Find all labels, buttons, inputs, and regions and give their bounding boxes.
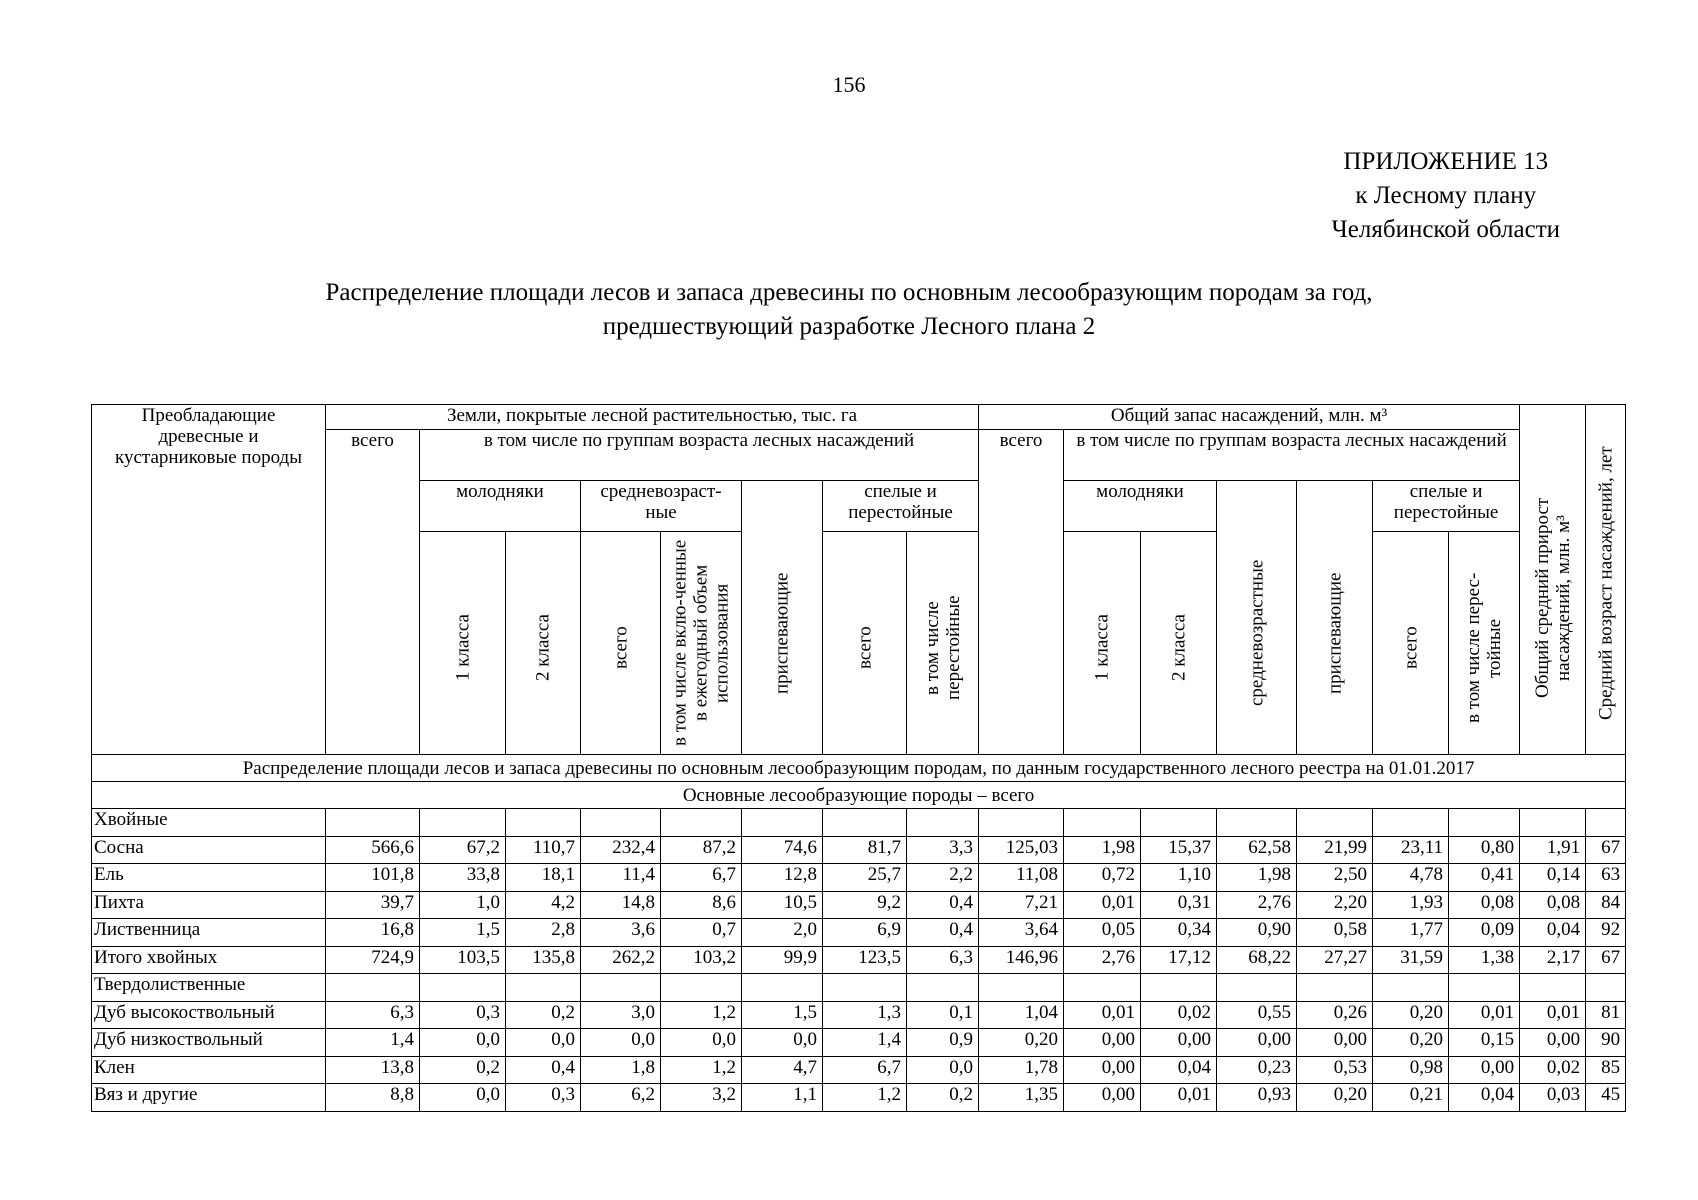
appendix-heading	[1332, 145, 1560, 247]
header-stock-middle-aged	[1217, 481, 1297, 755]
title-line-2: предшествующий разработке Лесного плана 2	[602, 313, 1096, 340]
subsection-title: Основные лесообразующие породы – всего	[92, 782, 1626, 809]
table-cell: 3,64	[979, 919, 1064, 947]
table-cell: 0,00	[1064, 1056, 1141, 1084]
table-cell: 0,0	[742, 1029, 823, 1057]
table-cell: 0,4	[506, 1056, 581, 1084]
header-area-ripe-all-text: всего	[854, 626, 875, 670]
table-cell: 1,5	[742, 1001, 823, 1029]
header-stock-total: всего	[979, 430, 1064, 755]
header-species: Преобладающие древесные и кустарниковые породы	[92, 405, 326, 755]
species-name: Пихта	[92, 891, 326, 919]
header-area-young-class1	[420, 532, 506, 755]
table-cell: 8,6	[661, 891, 742, 919]
table-cell: 0,02	[1141, 1001, 1217, 1029]
table-cell: 4,2	[506, 891, 581, 919]
table-cell: 0,00	[1064, 1084, 1141, 1112]
table-cell: 1,78	[979, 1056, 1064, 1084]
table-cell: 6,3	[907, 946, 979, 974]
table-cell: 146,96	[979, 946, 1064, 974]
table-cell: 39,7	[326, 891, 420, 919]
header-avg-age	[1586, 405, 1626, 755]
table-cell: 4,78	[1373, 864, 1449, 892]
header-stock-young-class2	[1141, 532, 1217, 755]
table-cell: 68,22	[1217, 946, 1297, 974]
header-stock-maturing-text: приспевающие	[1324, 572, 1346, 694]
header-area-middle-aged: средневозраст-ные	[581, 481, 742, 532]
header-area-included-annual	[661, 532, 742, 755]
table-cell: 0,00	[1217, 1029, 1297, 1057]
table-cell: 0,90	[1217, 919, 1297, 947]
page-number: 156	[832, 72, 866, 97]
table-cell: 0,03	[1520, 1084, 1586, 1112]
table-cell: 3,2	[661, 1084, 742, 1112]
table-row	[92, 1084, 1626, 1112]
header-stock-group: Общий запас насаждений, млн. м³	[979, 405, 1520, 430]
table-cell: 10,5	[742, 891, 823, 919]
table-cell: 0,01	[1064, 1001, 1141, 1029]
table-cell: 0,00	[1141, 1029, 1217, 1057]
table-cell: 25,7	[823, 864, 907, 892]
table-cell: 18,1	[506, 864, 581, 892]
conifer-rows	[92, 836, 1626, 974]
header-stock-by-age: в том числе по группам возраста лесных насаждений	[1064, 430, 1520, 481]
table-cell: 1,77	[1373, 919, 1449, 947]
table-cell: 1,8	[581, 1056, 661, 1084]
table-cell: 6,9	[823, 919, 907, 947]
table-row	[92, 1001, 1626, 1029]
table-cell: 1,35	[979, 1084, 1064, 1112]
table-cell: 0,72	[1064, 864, 1141, 892]
table-cell: 0,53	[1297, 1056, 1373, 1084]
species-name: Клен	[92, 1056, 326, 1084]
table-cell: 262,2	[581, 946, 661, 974]
table-cell: 0,0	[506, 1029, 581, 1057]
header-area-ripe: спелые и перестойные	[823, 481, 979, 532]
table-row	[92, 864, 1626, 892]
table-cell: 99,9	[742, 946, 823, 974]
table-cell: 63	[1586, 864, 1626, 892]
table-cell: 0,00	[1297, 1029, 1373, 1057]
table-cell: 1,5	[420, 919, 506, 947]
table-cell: 6,7	[661, 864, 742, 892]
table-cell: 1,4	[326, 1029, 420, 1057]
section-title: Распределение площади лесов и запаса древесины по основным лесообразующим породам, по данным государственного лесного реестра на 01.01.2017	[92, 755, 1626, 782]
header-area-maturing-text: приспевающие	[771, 572, 793, 694]
table-cell: 1,98	[1217, 864, 1297, 892]
header-avg-age-text: Средний возраст насаждений, лет	[1595, 446, 1617, 720]
table-cell: 0,2	[907, 1084, 979, 1112]
table-cell: 0,02	[1520, 1056, 1586, 1084]
table-cell: 1,04	[979, 1001, 1064, 1029]
table-cell: 110,7	[506, 836, 581, 864]
table-cell: 0,15	[1449, 1029, 1520, 1057]
table-cell: 2,2	[907, 864, 979, 892]
table-cell: 0,09	[1449, 919, 1520, 947]
table-cell: 0,2	[506, 1001, 581, 1029]
header-stock-incl-overripe	[1449, 532, 1520, 755]
table-cell: 1,2	[661, 1056, 742, 1084]
table-cell: 3,6	[581, 919, 661, 947]
table-cell: 0,01	[1141, 1084, 1217, 1112]
header-area-group: Земли, покрытые лесной растительностью, тыс. га	[326, 405, 979, 430]
table-cell: 0,20	[1373, 1001, 1449, 1029]
header-stock-middle-aged-text: средневозрастные	[1246, 559, 1268, 707]
table-row	[92, 1029, 1626, 1057]
table-cell: 2,0	[742, 919, 823, 947]
table-cell: 0,98	[1373, 1056, 1449, 1084]
table-cell: 0,80	[1449, 836, 1520, 864]
table-cell: 0,0	[661, 1029, 742, 1057]
header-area-young-class1-text: 1 класса	[452, 614, 473, 682]
table-cell: 0,7	[661, 919, 742, 947]
header-area-incl-overripe-text: в том числе перестойные	[921, 595, 964, 701]
table-cell: 135,8	[506, 946, 581, 974]
species-name: Сосна	[92, 836, 326, 864]
table-cell: 0,93	[1217, 1084, 1297, 1112]
header-stock-young-class1-text: 1 класса	[1091, 614, 1113, 682]
hardwood-rows	[92, 1001, 1626, 1111]
table-cell: 0,4	[907, 919, 979, 947]
table-cell: 0,01	[1449, 1001, 1520, 1029]
header-area-included-annual-text: в том числе вклю-ченные в ежегодный объем использования	[669, 539, 733, 747]
table-cell: 724,9	[326, 946, 420, 974]
table-cell: 67	[1586, 946, 1626, 974]
table-row	[92, 1056, 1626, 1084]
table-row	[92, 891, 1626, 919]
table-cell: 15,37	[1141, 836, 1217, 864]
table-cell: 87,2	[661, 836, 742, 864]
appendix-line-1: ПРИЛОЖЕНИЕ 13	[1343, 148, 1549, 175]
table-cell: 0,00	[1520, 1029, 1586, 1057]
table-cell: 45	[1586, 1084, 1626, 1112]
table-cell: 2,8	[506, 919, 581, 947]
table-cell: 0,34	[1141, 919, 1217, 947]
table-cell: 67,2	[420, 836, 506, 864]
document-title	[0, 276, 1698, 344]
table-cell: 23,11	[1373, 836, 1449, 864]
species-name: Дуб высокоствольный	[92, 1001, 326, 1029]
header-stock-ripe-all-text: всего	[1400, 626, 1422, 670]
table-cell: 1,2	[661, 1001, 742, 1029]
table-cell: 2,76	[1217, 891, 1297, 919]
table-cell: 0,00	[1064, 1029, 1141, 1057]
table-cell: 103,5	[420, 946, 506, 974]
table-cell: 1,93	[1373, 891, 1449, 919]
table-cell: 0,0	[907, 1056, 979, 1084]
header-avg-increment-text: Общий средний прирост насаждений, млн. м³	[1531, 497, 1574, 699]
header-area-young-class2-text: 2 класса	[532, 614, 554, 682]
table-cell: 2,76	[1064, 946, 1141, 974]
table-cell: 0,14	[1520, 864, 1586, 892]
table-cell: 62,58	[1217, 836, 1297, 864]
header-area-young-class2	[506, 532, 581, 755]
table-cell: 17,12	[1141, 946, 1217, 974]
table-cell: 85	[1586, 1056, 1626, 1084]
table-cell: 0,2	[420, 1056, 506, 1084]
table-cell: 232,4	[581, 836, 661, 864]
table-cell: 0,04	[1141, 1056, 1217, 1084]
table-cell: 8,8	[326, 1084, 420, 1112]
table-cell: 1,2	[823, 1084, 907, 1112]
table-cell: 0,04	[1520, 919, 1586, 947]
table-cell: 1,38	[1449, 946, 1520, 974]
table-cell: 0,1	[907, 1001, 979, 1029]
species-name: Вяз и другие	[92, 1084, 326, 1112]
table-cell: 1,10	[1141, 864, 1217, 892]
table-cell: 0,23	[1217, 1056, 1297, 1084]
table-row	[92, 919, 1626, 947]
table-cell: 92	[1586, 919, 1626, 947]
header-area-incl-overripe	[907, 532, 979, 755]
table-cell: 33,8	[420, 864, 506, 892]
table-cell: 3,3	[907, 836, 979, 864]
header-stock-young-class2-text: 2 класса	[1168, 614, 1190, 682]
table-cell: 0,0	[420, 1084, 506, 1112]
table-cell: 3,0	[581, 1001, 661, 1029]
table-cell: 0,26	[1297, 1001, 1373, 1029]
table-cell: 101,8	[326, 864, 420, 892]
table-cell: 12,8	[742, 864, 823, 892]
table-cell: 11,4	[581, 864, 661, 892]
table-cell: 4,7	[742, 1056, 823, 1084]
table-cell: 0,0	[581, 1029, 661, 1057]
appendix-line-3: Челябинской области	[1331, 216, 1560, 243]
table-cell: 11,08	[979, 864, 1064, 892]
group-conifer: Хвойные	[92, 809, 326, 837]
table-cell: 0,3	[506, 1084, 581, 1112]
table-cell: 1,1	[742, 1084, 823, 1112]
table-cell: 1,4	[823, 1029, 907, 1057]
table-row	[92, 946, 1626, 974]
appendix-line-2: к Лесному плану	[1355, 182, 1537, 209]
table-cell: 0,20	[1297, 1084, 1373, 1112]
header-avg-increment	[1520, 405, 1586, 755]
table-cell: 103,2	[661, 946, 742, 974]
table-cell: 0,08	[1520, 891, 1586, 919]
table-cell: 1,91	[1520, 836, 1586, 864]
table-cell: 84	[1586, 891, 1626, 919]
table-cell: 6,7	[823, 1056, 907, 1084]
table-cell: 1,3	[823, 1001, 907, 1029]
forest-distribution-table	[91, 404, 1626, 1112]
species-name: Ель	[92, 864, 326, 892]
header-area-middle-all-text: всего	[610, 626, 631, 670]
table-cell: 1,98	[1064, 836, 1141, 864]
table-cell: 81	[1586, 1001, 1626, 1029]
table-cell: 67	[1586, 836, 1626, 864]
table-cell: 16,8	[326, 919, 420, 947]
header-stock-maturing	[1297, 481, 1373, 755]
species-name: Лиственница	[92, 919, 326, 947]
table-cell: 0,20	[979, 1029, 1064, 1057]
table-cell: 0,21	[1373, 1084, 1449, 1112]
header-area-by-age: в том числе по группам возраста лесных насаждений	[420, 430, 979, 481]
header-area-middle-all	[581, 532, 661, 755]
group-hardwood: Твердолиственные	[92, 974, 326, 1002]
table-cell: 0,3	[420, 1001, 506, 1029]
header-stock-young-class1	[1064, 532, 1141, 755]
table-cell: 13,8	[326, 1056, 420, 1084]
species-name: Дуб низкоствольный	[92, 1029, 326, 1057]
table-cell: 2,20	[1297, 891, 1373, 919]
table-row	[92, 836, 1626, 864]
table-cell: 2,50	[1297, 864, 1373, 892]
header-area-total: всего	[326, 430, 420, 755]
table-cell: 0,01	[1520, 1001, 1586, 1029]
table-cell: 566,6	[326, 836, 420, 864]
header-area-maturing	[742, 481, 823, 755]
header-stock-young: молодняки	[1064, 481, 1217, 532]
title-line-1: Распределение площади лесов и запаса древесины по основным лесообразующим породам за год,	[325, 279, 1373, 306]
table-cell: 0,31	[1141, 891, 1217, 919]
header-area-young: молодняки	[420, 481, 581, 532]
table-cell: 7,21	[979, 891, 1064, 919]
table-cell: 0,4	[907, 891, 979, 919]
table-cell: 0,05	[1064, 919, 1141, 947]
table-cell: 14,8	[581, 891, 661, 919]
table-cell: 0,0	[420, 1029, 506, 1057]
table-cell: 0,58	[1297, 919, 1373, 947]
table-cell: 0,04	[1449, 1084, 1520, 1112]
table-cell: 27,27	[1297, 946, 1373, 974]
table-cell: 1,0	[420, 891, 506, 919]
table-cell: 0,01	[1064, 891, 1141, 919]
table-cell: 0,9	[907, 1029, 979, 1057]
table-cell: 2,17	[1520, 946, 1586, 974]
header-stock-ripe: спелые и перестойные	[1373, 481, 1520, 532]
table-cell: 31,59	[1373, 946, 1449, 974]
table-cell: 9,2	[823, 891, 907, 919]
table-cell: 0,08	[1449, 891, 1520, 919]
table-cell: 6,3	[326, 1001, 420, 1029]
header-stock-incl-overripe-text: в том числе перес-тойные	[1463, 572, 1506, 724]
table-cell: 90	[1586, 1029, 1626, 1057]
header-area-ripe-all	[823, 532, 907, 755]
table-cell: 6,2	[581, 1084, 661, 1112]
table-cell: 0,55	[1217, 1001, 1297, 1029]
table-cell: 125,03	[979, 836, 1064, 864]
table-cell: 21,99	[1297, 836, 1373, 864]
table-cell: 81,7	[823, 836, 907, 864]
header-stock-ripe-all	[1373, 532, 1449, 755]
table-cell: 74,6	[742, 836, 823, 864]
table-cell: 123,5	[823, 946, 907, 974]
table-cell: 0,41	[1449, 864, 1520, 892]
species-name: Итого хвойных	[92, 946, 326, 974]
table-cell: 0,00	[1449, 1056, 1520, 1084]
table-cell: 0,20	[1373, 1029, 1449, 1057]
